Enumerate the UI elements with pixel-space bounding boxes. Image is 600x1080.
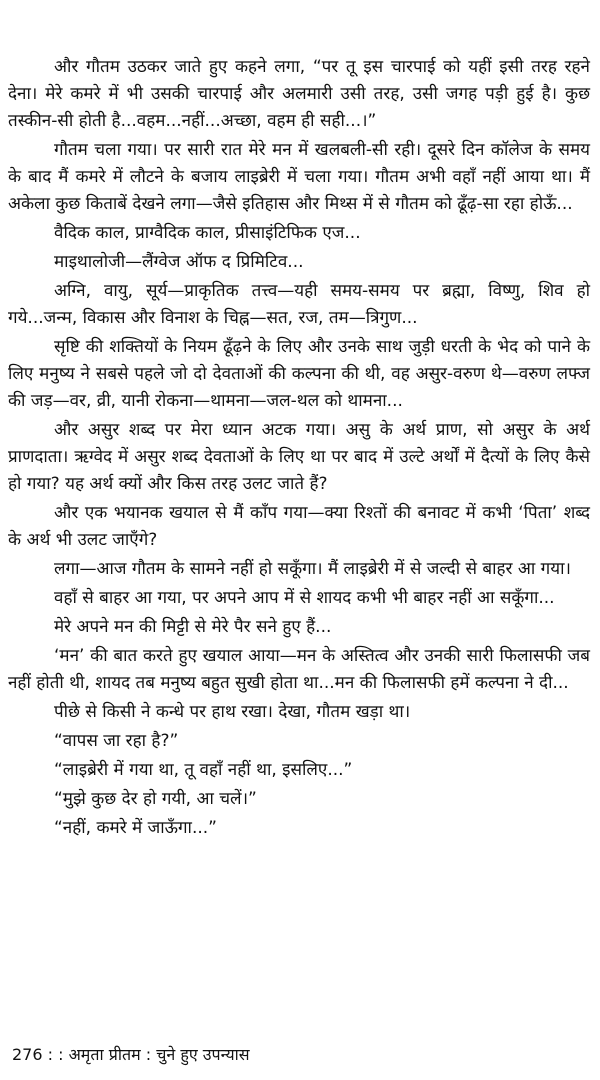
paragraph: वैदिक काल, प्राग्वैदिक काल, प्रीसाइंटिफिक एज... [54,223,361,243]
paragraph: और एक भयानक खयाल से मैं काँप गया—क्या रिश्तों की बनावट में कभी ‘पिता’ शब्द के अर्थ भी उलट जाएँगे? [8,503,590,550]
page-footer: 276 : : अमृता प्रीतम : चुने हुए उपन्यास [12,1045,250,1064]
paragraph: मेरे अपने मन की मिट्टी से मेरे पैर सने हुए हैं... [54,617,332,637]
dialogue-line: “वापस जा रहा है?” [54,731,179,751]
paragraph: अग्नि, वायु, सूर्य—प्राकृतिक तत्त्व—यही समय-समय पर ब्रह्मा, विष्णु, शिव हो गये...जन्म, विकास और विनाश के चिह्न—सत, रज, तम—त्रिगुण... [8,281,590,328]
paragraph: माइथालोजी—लैंग्वेज ऑफ द प्रिमिटिव... [54,252,304,272]
paragraph: सृष्टि की शक्तियों के नियम ढूँढ़ने के लिए और उनके साथ जुड़ी धरती के भेद को पाने के लिए मनुष्य ने सबसे पहले जो दो देवताओं की कल्पना की थी, वह असुर-वरुण थे—वरुण लफ्ज की जड़—वर, व्री, यानी रोकना—थामना—जल-थल को थामना... [8,337,590,411]
dialogue-line: “नहीं, कमरे में जाऊँगा...” [54,818,217,838]
dialogue-line: “लाइब्रेरी में गया था, तू वहाँ नहीं था, इसलिए...” [54,760,353,780]
paragraph: और असुर शब्द पर मेरा ध्यान अटक गया। असु के अर्थ प्राण, सो असुर के अर्थ प्राणदाता। ऋग्वेद में असुर शब्द देवताओं के लिए था पर बाद में उल्टे अर्थों में दैत्यों के लिए कैसे हो गया? यह अर्थ क्यों और किस तरह उलट जाते हैं? [8,420,590,494]
paragraph: ‘मन’ की बात करते हुए खयाल आया—मन के अस्तित्व और उनकी सारी फिलासफी जब नहीं होती थी, शायद तब मनुष्य बहुत सुखी होता था...मन की फिलासफी हमें कल्पना ने दी... [8,646,590,693]
paragraph: और गौतम उठकर जाते हुए कहने लगा, “पर तू इस चारपाई को यहीं इसी तरह रहने देना। मेरे कमरे में भी उसकी चारपाई और अलमारी उसी तरह, उसी जगह पड़ी हुई है। कुछ तस्कीन-सी होती है...वहम...नहीं...अच्छा, वहम ही सही...।” [8,57,590,131]
paragraph: गौतम चला गया। पर सारी रात मेरे मन में खलबली-सी रही। दूसरे दिन कॉलेज के समय के बाद मैं कमरे में लौटने के बजाय लाइब्रेरी में चला गया। गौतम अभी वहाँ नहीं आया था। मैं अकेला कुछ किताबें देखने लगा—जैसे इतिहास और मिथ्स में से गौतम को ढूँढ़-सा रहा होऊँ... [8,140,590,214]
paragraph: पीछे से किसी ने कन्धे पर हाथ रखा। देखा, गौतम खड़ा था। [54,702,411,722]
dialogue-line: “मुझे कुछ देर हो गयी, आ चलें।” [54,789,257,809]
paragraph: वहाँ से बाहर आ गया, पर अपने आप में से शायद कभी भी बाहर नहीं आ सकूँगा... [54,588,555,608]
paragraph: लगा—आज गौतम के सामने नहीं हो सकूँगा। मैं लाइब्रेरी में से जल्दी से बाहर आ गया। [54,559,571,579]
